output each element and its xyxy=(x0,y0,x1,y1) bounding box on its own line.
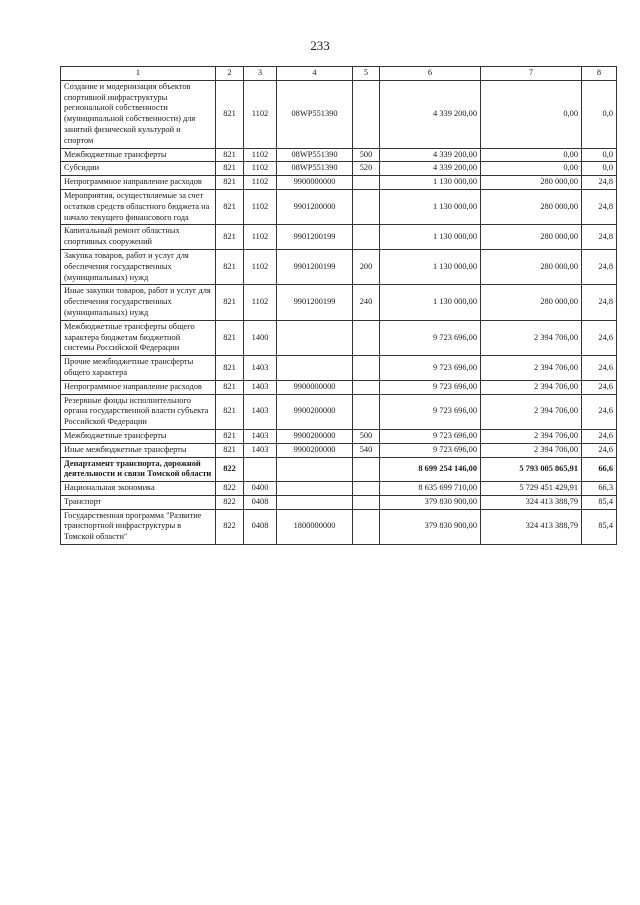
cell-name: Мероприятия, осуществляемые за счет остатков средств областного бюджета на начало текущего финансового года xyxy=(61,189,216,224)
cell-target-code xyxy=(277,482,353,496)
cell-expense-type: 240 xyxy=(353,285,380,320)
cell-admin-code: 821 xyxy=(216,443,244,457)
cell-section-code: 1403 xyxy=(244,443,277,457)
cell-fact-amount: 324 413 388,79 xyxy=(481,495,582,509)
cell-target-code xyxy=(277,495,353,509)
cell-fact-amount: 2 394 706,00 xyxy=(481,394,582,429)
cell-percent: 24,6 xyxy=(582,320,617,355)
cell-plan-amount: 9 723 696,00 xyxy=(380,394,481,429)
cell-admin-code: 821 xyxy=(216,356,244,381)
cell-admin-code: 821 xyxy=(216,285,244,320)
cell-section-code: 1403 xyxy=(244,380,277,394)
table-row xyxy=(61,225,617,250)
cell-target-code: 9901200199 xyxy=(277,285,353,320)
cell-section-code: 1403 xyxy=(244,356,277,381)
table-row xyxy=(61,482,617,496)
header-cell: 7 xyxy=(481,67,582,81)
cell-section-code xyxy=(244,457,277,482)
cell-percent: 24,6 xyxy=(582,429,617,443)
cell-fact-amount: 5 729 451 429,91 xyxy=(481,482,582,496)
cell-expense-type xyxy=(353,356,380,381)
cell-target-code: 9900000000 xyxy=(277,380,353,394)
cell-percent: 66,6 xyxy=(582,457,617,482)
cell-expense-type: 500 xyxy=(353,148,380,162)
cell-plan-amount: 4 339 200,00 xyxy=(380,162,481,176)
cell-target-code xyxy=(277,320,353,355)
cell-plan-amount: 8 699 254 146,00 xyxy=(380,457,481,482)
cell-fact-amount: 280 000,00 xyxy=(481,189,582,224)
cell-fact-amount: 0,00 xyxy=(481,162,582,176)
cell-percent: 85,4 xyxy=(582,509,617,544)
table-body xyxy=(61,67,617,545)
page-number: 233 xyxy=(310,38,330,53)
cell-percent: 66,3 xyxy=(582,482,617,496)
cell-admin-code: 821 xyxy=(216,148,244,162)
cell-expense-type xyxy=(353,189,380,224)
table-row xyxy=(61,356,617,381)
cell-fact-amount: 280 000,00 xyxy=(481,225,582,250)
cell-fact-amount: 2 394 706,00 xyxy=(481,320,582,355)
table-row xyxy=(61,429,617,443)
cell-expense-type xyxy=(353,457,380,482)
table-row xyxy=(61,443,617,457)
cell-plan-amount: 1 130 000,00 xyxy=(380,285,481,320)
cell-fact-amount: 2 394 706,00 xyxy=(481,356,582,381)
cell-percent: 24,8 xyxy=(582,285,617,320)
cell-name: Непрограммное направление расходов xyxy=(61,380,216,394)
cell-plan-amount: 379 830 900,00 xyxy=(380,509,481,544)
cell-section-code: 1102 xyxy=(244,148,277,162)
cell-target-code: 9900000000 xyxy=(277,176,353,190)
cell-section-code: 0408 xyxy=(244,509,277,544)
cell-percent: 24,6 xyxy=(582,443,617,457)
table-row xyxy=(61,285,617,320)
cell-expense-type: 500 xyxy=(353,429,380,443)
table-row xyxy=(61,80,617,148)
cell-percent: 24,8 xyxy=(582,176,617,190)
cell-target-code xyxy=(277,356,353,381)
table-row xyxy=(61,380,617,394)
cell-name: Капитальный ремонт областных спортивных сооружений xyxy=(61,225,216,250)
cell-percent: 24,8 xyxy=(582,249,617,284)
cell-section-code: 1102 xyxy=(244,189,277,224)
cell-name: Создание и модернизация объектов спортивной инфраструктуры региональной собственности (муниципальной собственности) для занятий физической культурой и спортом xyxy=(61,80,216,148)
cell-target-code: 9900200000 xyxy=(277,394,353,429)
cell-expense-type xyxy=(353,225,380,250)
cell-name: Межбюджетные трансферты xyxy=(61,429,216,443)
cell-expense-type xyxy=(353,320,380,355)
header-cell: 5 xyxy=(353,67,380,81)
cell-admin-code: 821 xyxy=(216,429,244,443)
cell-fact-amount: 5 793 005 865,91 xyxy=(481,457,582,482)
cell-expense-type xyxy=(353,482,380,496)
cell-fact-amount: 2 394 706,00 xyxy=(481,380,582,394)
cell-plan-amount: 9 723 696,00 xyxy=(380,356,481,381)
cell-admin-code: 821 xyxy=(216,162,244,176)
cell-name: Иные закупки товаров, работ и услуг для обеспечения государственных (муниципальных) нужд xyxy=(61,285,216,320)
cell-percent: 24,6 xyxy=(582,356,617,381)
cell-target-code: 9900200000 xyxy=(277,429,353,443)
cell-percent: 85,4 xyxy=(582,495,617,509)
cell-expense-type xyxy=(353,394,380,429)
cell-section-code: 1403 xyxy=(244,429,277,443)
cell-percent: 24,8 xyxy=(582,189,617,224)
cell-section-code: 1102 xyxy=(244,162,277,176)
cell-section-code: 0400 xyxy=(244,482,277,496)
cell-admin-code: 821 xyxy=(216,249,244,284)
cell-target-code: 9900200000 xyxy=(277,443,353,457)
cell-name: Непрограммное направление расходов xyxy=(61,176,216,190)
cell-plan-amount: 379 830 900,00 xyxy=(380,495,481,509)
cell-name: Резервные фонды исполнительного органа государственной власти субъекта Российской Федерации xyxy=(61,394,216,429)
cell-section-code: 1102 xyxy=(244,249,277,284)
cell-expense-type xyxy=(353,495,380,509)
table-row xyxy=(61,457,617,482)
table-row xyxy=(61,320,617,355)
cell-fact-amount: 0,00 xyxy=(481,80,582,148)
table-row xyxy=(61,249,617,284)
header-cell: 2 xyxy=(216,67,244,81)
cell-name: Государственная программа "Развитие транспортной инфраструктуры в Томской области" xyxy=(61,509,216,544)
cell-percent: 0,0 xyxy=(582,162,617,176)
cell-section-code: 0408 xyxy=(244,495,277,509)
cell-expense-type: 200 xyxy=(353,249,380,284)
table-row xyxy=(61,509,617,544)
cell-admin-code: 822 xyxy=(216,495,244,509)
header-cell: 6 xyxy=(380,67,481,81)
header-cell: 8 xyxy=(582,67,617,81)
table-row xyxy=(61,495,617,509)
cell-plan-amount: 8 635 699 710,00 xyxy=(380,482,481,496)
cell-section-code: 1102 xyxy=(244,225,277,250)
cell-admin-code: 822 xyxy=(216,509,244,544)
cell-admin-code: 821 xyxy=(216,189,244,224)
cell-target-code xyxy=(277,457,353,482)
cell-name: Национальная экономика xyxy=(61,482,216,496)
table-row xyxy=(61,148,617,162)
table-row xyxy=(61,162,617,176)
cell-target-code: 08WP551390 xyxy=(277,162,353,176)
cell-section-code: 1102 xyxy=(244,176,277,190)
cell-fact-amount: 324 413 388,79 xyxy=(481,509,582,544)
cell-expense-type xyxy=(353,176,380,190)
table-row xyxy=(61,176,617,190)
cell-admin-code: 822 xyxy=(216,482,244,496)
cell-target-code: 9901200000 xyxy=(277,189,353,224)
cell-name: Межбюджетные трансферты xyxy=(61,148,216,162)
table-row xyxy=(61,189,617,224)
cell-percent: 0,0 xyxy=(582,80,617,148)
cell-name: Транспорт xyxy=(61,495,216,509)
cell-target-code: 9901200199 xyxy=(277,225,353,250)
cell-name: Закупка товаров, работ и услуг для обеспечения государственных (муниципальных) нужд xyxy=(61,249,216,284)
cell-admin-code: 821 xyxy=(216,380,244,394)
cell-expense-type xyxy=(353,80,380,148)
cell-section-code: 1102 xyxy=(244,80,277,148)
cell-section-code: 1400 xyxy=(244,320,277,355)
cell-fact-amount: 280 000,00 xyxy=(481,176,582,190)
cell-fact-amount: 280 000,00 xyxy=(481,249,582,284)
cell-target-code: 1800000000 xyxy=(277,509,353,544)
cell-admin-code: 822 xyxy=(216,457,244,482)
header-cell: 4 xyxy=(277,67,353,81)
header-row xyxy=(61,67,617,81)
cell-fact-amount: 280 000,00 xyxy=(481,285,582,320)
cell-plan-amount: 4 339 200,00 xyxy=(380,80,481,148)
cell-plan-amount: 1 130 000,00 xyxy=(380,225,481,250)
budget-table xyxy=(60,66,617,545)
cell-name: Субсидии xyxy=(61,162,216,176)
cell-percent: 24,6 xyxy=(582,394,617,429)
cell-plan-amount: 1 130 000,00 xyxy=(380,249,481,284)
cell-expense-type: 520 xyxy=(353,162,380,176)
cell-fact-amount: 0,00 xyxy=(481,148,582,162)
table-row xyxy=(61,394,617,429)
cell-admin-code: 821 xyxy=(216,176,244,190)
cell-target-code: 08WP551390 xyxy=(277,148,353,162)
cell-plan-amount: 1 130 000,00 xyxy=(380,176,481,190)
cell-admin-code: 821 xyxy=(216,320,244,355)
header-cell: 1 xyxy=(61,67,216,81)
cell-fact-amount: 2 394 706,00 xyxy=(481,429,582,443)
cell-target-code: 9901200199 xyxy=(277,249,353,284)
cell-admin-code: 821 xyxy=(216,80,244,148)
cell-section-code: 1403 xyxy=(244,394,277,429)
cell-plan-amount: 4 339 200,00 xyxy=(380,148,481,162)
cell-section-code: 1102 xyxy=(244,285,277,320)
cell-fact-amount: 2 394 706,00 xyxy=(481,443,582,457)
cell-admin-code: 821 xyxy=(216,394,244,429)
cell-expense-type xyxy=(353,509,380,544)
cell-expense-type: 540 xyxy=(353,443,380,457)
cell-percent: 0,0 xyxy=(582,148,617,162)
cell-name: Межбюджетные трансферты общего характера бюджетам бюджетной системы Российской Федерации xyxy=(61,320,216,355)
cell-plan-amount: 9 723 696,00 xyxy=(380,320,481,355)
cell-target-code: 08WP551390 xyxy=(277,80,353,148)
cell-plan-amount: 9 723 696,00 xyxy=(380,443,481,457)
cell-admin-code: 821 xyxy=(216,225,244,250)
cell-name: Департамент транспорта, дорожной деятельности и связи Томской области xyxy=(61,457,216,482)
cell-percent: 24,6 xyxy=(582,380,617,394)
cell-name: Иные межбюджетные трансферты xyxy=(61,443,216,457)
cell-percent: 24,8 xyxy=(582,225,617,250)
cell-name: Прочие межбюджетные трансферты общего характера xyxy=(61,356,216,381)
cell-expense-type xyxy=(353,380,380,394)
cell-plan-amount: 9 723 696,00 xyxy=(380,380,481,394)
header-cell: 3 xyxy=(244,67,277,81)
cell-plan-amount: 9 723 696,00 xyxy=(380,429,481,443)
cell-plan-amount: 1 130 000,00 xyxy=(380,189,481,224)
